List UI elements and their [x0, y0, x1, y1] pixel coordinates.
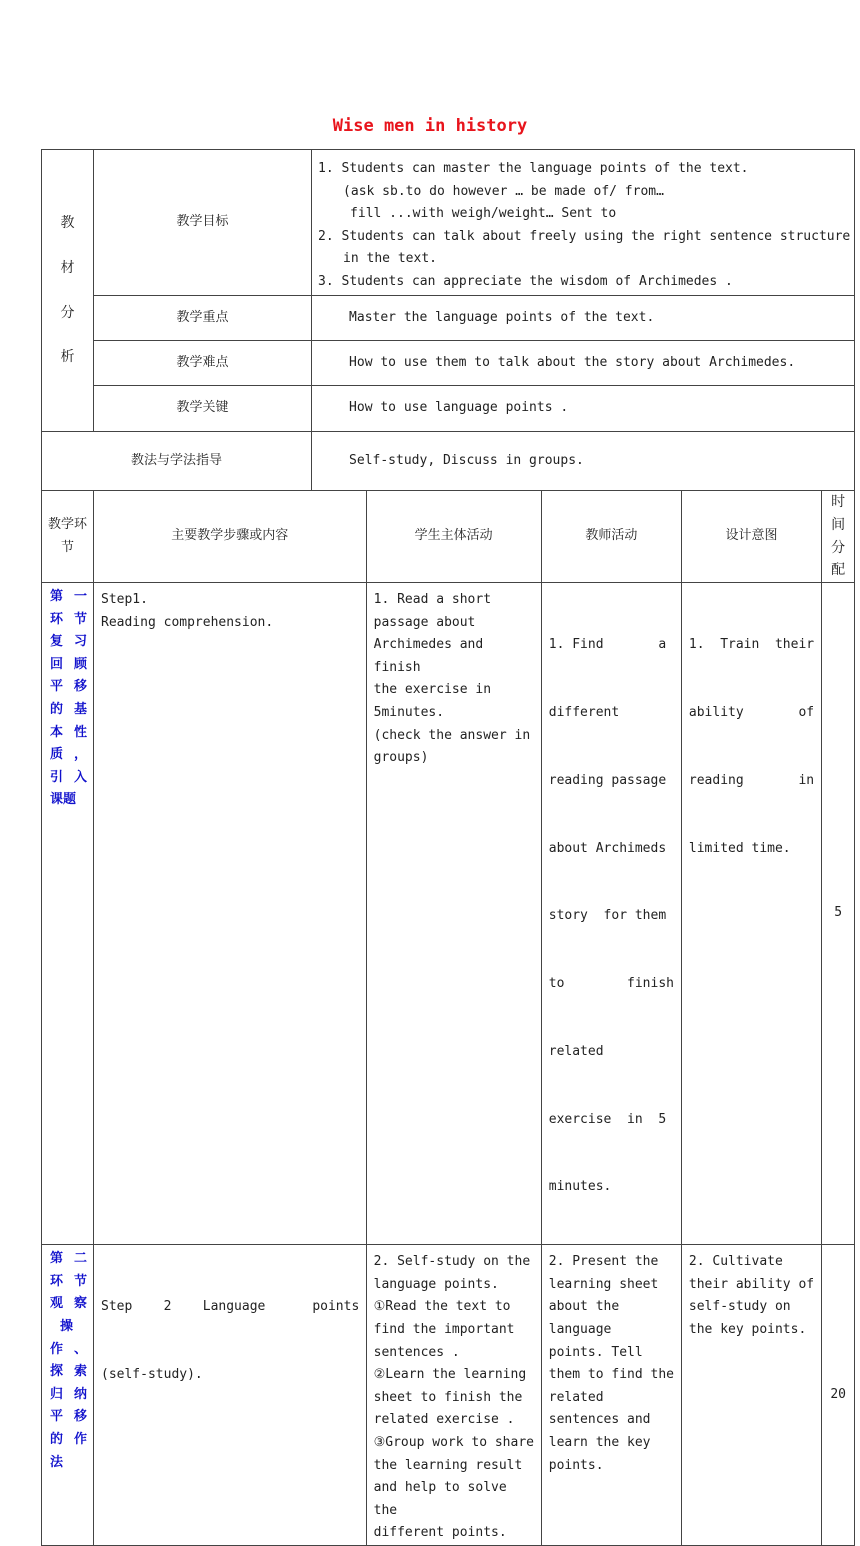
stage-line: 操: [60, 1319, 74, 1334]
intent-line: reading in: [688, 772, 815, 788]
student-line: Archimedes and finish: [373, 637, 484, 675]
stage-line: 探 索: [50, 1364, 87, 1380]
teacher-line: language: [548, 1322, 612, 1337]
stage-line: 第 一: [50, 589, 87, 604]
objective-line: 2. Students can talk about freely using the right sentence structure: [318, 228, 851, 244]
content-line: Step1.: [101, 592, 148, 607]
stage-1-label: [42, 583, 94, 1245]
key-point-value: Master the language points of the text.: [312, 296, 855, 341]
teacher-line: to finish: [548, 976, 674, 992]
student-line: different points.: [373, 1525, 507, 1541]
student-line: related exercise .: [373, 1412, 515, 1428]
objectives-content: [312, 150, 855, 296]
method-row: [42, 432, 855, 491]
student-line: and help to solve the: [373, 1480, 507, 1518]
student-line: sheet to finish the: [373, 1389, 523, 1405]
time-char: 间: [831, 516, 846, 533]
stage-line: 平 移: [50, 1409, 87, 1425]
difficulty-row: [42, 341, 855, 386]
side-char: 析: [60, 349, 75, 366]
intent-line: 1. Train their: [688, 637, 815, 653]
teacher-line: 1. Find a: [548, 637, 667, 653]
student-line: find the important: [373, 1322, 515, 1337]
teacher-line: points. Tell: [548, 1344, 643, 1360]
stage-line: 法: [50, 1454, 64, 1470]
student-line: 5minutes.: [373, 704, 445, 720]
teacher-line: points.: [548, 1457, 604, 1473]
stage-line: 第 二: [50, 1251, 87, 1267]
header-intent: 设计意图: [681, 491, 821, 583]
side-char: 教: [60, 215, 75, 232]
teacher-line: 2. Present the: [548, 1254, 659, 1270]
stage-line: 观 察: [50, 1296, 87, 1312]
header-stage: 教学环节: [42, 491, 94, 583]
key-point-row: [42, 296, 855, 341]
side-char: 分: [60, 304, 75, 321]
document-title: Wise men in history: [332, 116, 528, 136]
stage-row: [42, 1245, 855, 1546]
objective-line: 1. Students can master the language points of the text.: [318, 161, 749, 176]
lesson-plan-table: [41, 149, 855, 1546]
student-line: the learning result: [373, 1457, 523, 1473]
stage-2-teacher: [541, 1245, 681, 1546]
intent-line: 2. Cultivate: [688, 1254, 783, 1270]
method-value: Self-study, Discuss in groups.: [312, 432, 855, 491]
teacher-line: sentences and: [548, 1412, 651, 1428]
teacher-line: them to find the: [548, 1367, 674, 1383]
header-teacher: 教师活动: [541, 491, 681, 583]
student-line: groups): [373, 750, 429, 766]
objectives-row: [42, 150, 855, 296]
student-line: ③Group work to share: [373, 1434, 534, 1450]
student-line: sentences .: [373, 1344, 460, 1360]
header-student: 学生主体活动: [366, 491, 541, 583]
stage-1-content: [94, 583, 367, 1245]
teacher-line: exercise in 5: [548, 1111, 667, 1127]
stage-line: 归 纳: [50, 1386, 87, 1402]
intent-line: the key points.: [688, 1322, 807, 1337]
analysis-side-label: [42, 150, 94, 432]
student-line: 1. Read a short: [373, 592, 492, 607]
stage-line: 本 性: [50, 724, 87, 740]
teacher-line: reading passage: [548, 772, 667, 788]
stage-line: 回 顾: [50, 656, 87, 672]
stage-2-time: 20: [822, 1245, 855, 1546]
stage-1-time: 5: [822, 583, 855, 1245]
content-line: Reading comprehension.: [101, 614, 274, 630]
intent-line: ability of: [688, 704, 815, 720]
teacher-line: related: [548, 1043, 604, 1059]
stage-line: 环 节: [50, 611, 87, 627]
teacher-line: about the: [548, 1299, 620, 1315]
side-char: 材: [60, 259, 75, 276]
key-point-label: 教学重点: [94, 296, 312, 341]
teacher-line: learn the key: [548, 1434, 651, 1450]
intent-line: self-study on: [688, 1299, 791, 1315]
time-char: 分: [831, 539, 846, 556]
student-line: (check the answer in: [373, 727, 531, 743]
stage-1-student: [366, 583, 541, 1245]
teacher-line: about Archimeds: [548, 840, 667, 856]
header-content: 主要教学步骤或内容: [94, 491, 367, 583]
student-line: ①Read the text to: [373, 1299, 511, 1315]
stage-row: [42, 583, 855, 1245]
key-row: [42, 386, 855, 432]
objective-line: 3. Students can appreciate the wisdom of Archimedes .: [318, 273, 733, 289]
stage-2-label: [42, 1245, 94, 1546]
method-label: 教法与学法指导: [42, 432, 312, 491]
teacher-line: minutes.: [548, 1179, 612, 1195]
teacher-line: related: [548, 1389, 604, 1405]
stage-2-content: [94, 1245, 367, 1546]
stage-line: 复 习: [50, 634, 87, 650]
stage-line: 课题: [50, 792, 77, 808]
stage-line: 质 ，: [50, 747, 87, 763]
teacher-line: different: [548, 704, 620, 720]
student-line: the exercise in: [373, 682, 492, 698]
stage-line: 作 、: [50, 1341, 87, 1357]
content-line: (self-study).: [101, 1367, 203, 1383]
header-time: [822, 491, 855, 583]
stage-line: 的 作: [50, 1431, 87, 1447]
intent-line: limited time.: [688, 840, 791, 856]
intent-line: their ability of: [688, 1276, 815, 1292]
student-line: 2. Self-study on the: [373, 1254, 531, 1270]
stage-line: 环 节: [50, 1273, 87, 1289]
key-label: 教学关键: [94, 386, 312, 432]
teacher-line: story for them: [548, 908, 667, 924]
difficulty-value: How to use them to talk about the story about Archimedes.: [312, 341, 855, 386]
stage-line: 的 基: [50, 701, 87, 717]
content-line: Step 2 Language points: [101, 1299, 360, 1315]
time-char: 配: [831, 562, 846, 579]
column-header-row: [42, 491, 855, 583]
objective-line: fill ...with weigh/weight… Sent to: [350, 206, 617, 222]
stage-1-intent: [681, 583, 821, 1245]
student-line: ②Learn the learning: [373, 1367, 527, 1383]
student-line: language points.: [373, 1276, 499, 1292]
difficulty-label: 教学难点: [94, 341, 312, 386]
key-value: How to use language points .: [312, 386, 855, 432]
teacher-line: learning sheet: [548, 1276, 659, 1292]
stage-line: 引 入: [50, 769, 87, 785]
stage-line: 平 移: [50, 679, 87, 695]
stage-2-student: [366, 1245, 541, 1546]
stage-1-teacher: [541, 583, 681, 1245]
objectives-label: 教学目标: [94, 150, 312, 296]
stage-2-intent: [681, 1245, 821, 1546]
objective-line: (ask sb.to do however … be made of/ from…: [343, 183, 664, 199]
objective-line: in the text.: [343, 251, 437, 267]
time-char: 时: [831, 494, 846, 511]
student-line: passage about: [373, 614, 476, 630]
